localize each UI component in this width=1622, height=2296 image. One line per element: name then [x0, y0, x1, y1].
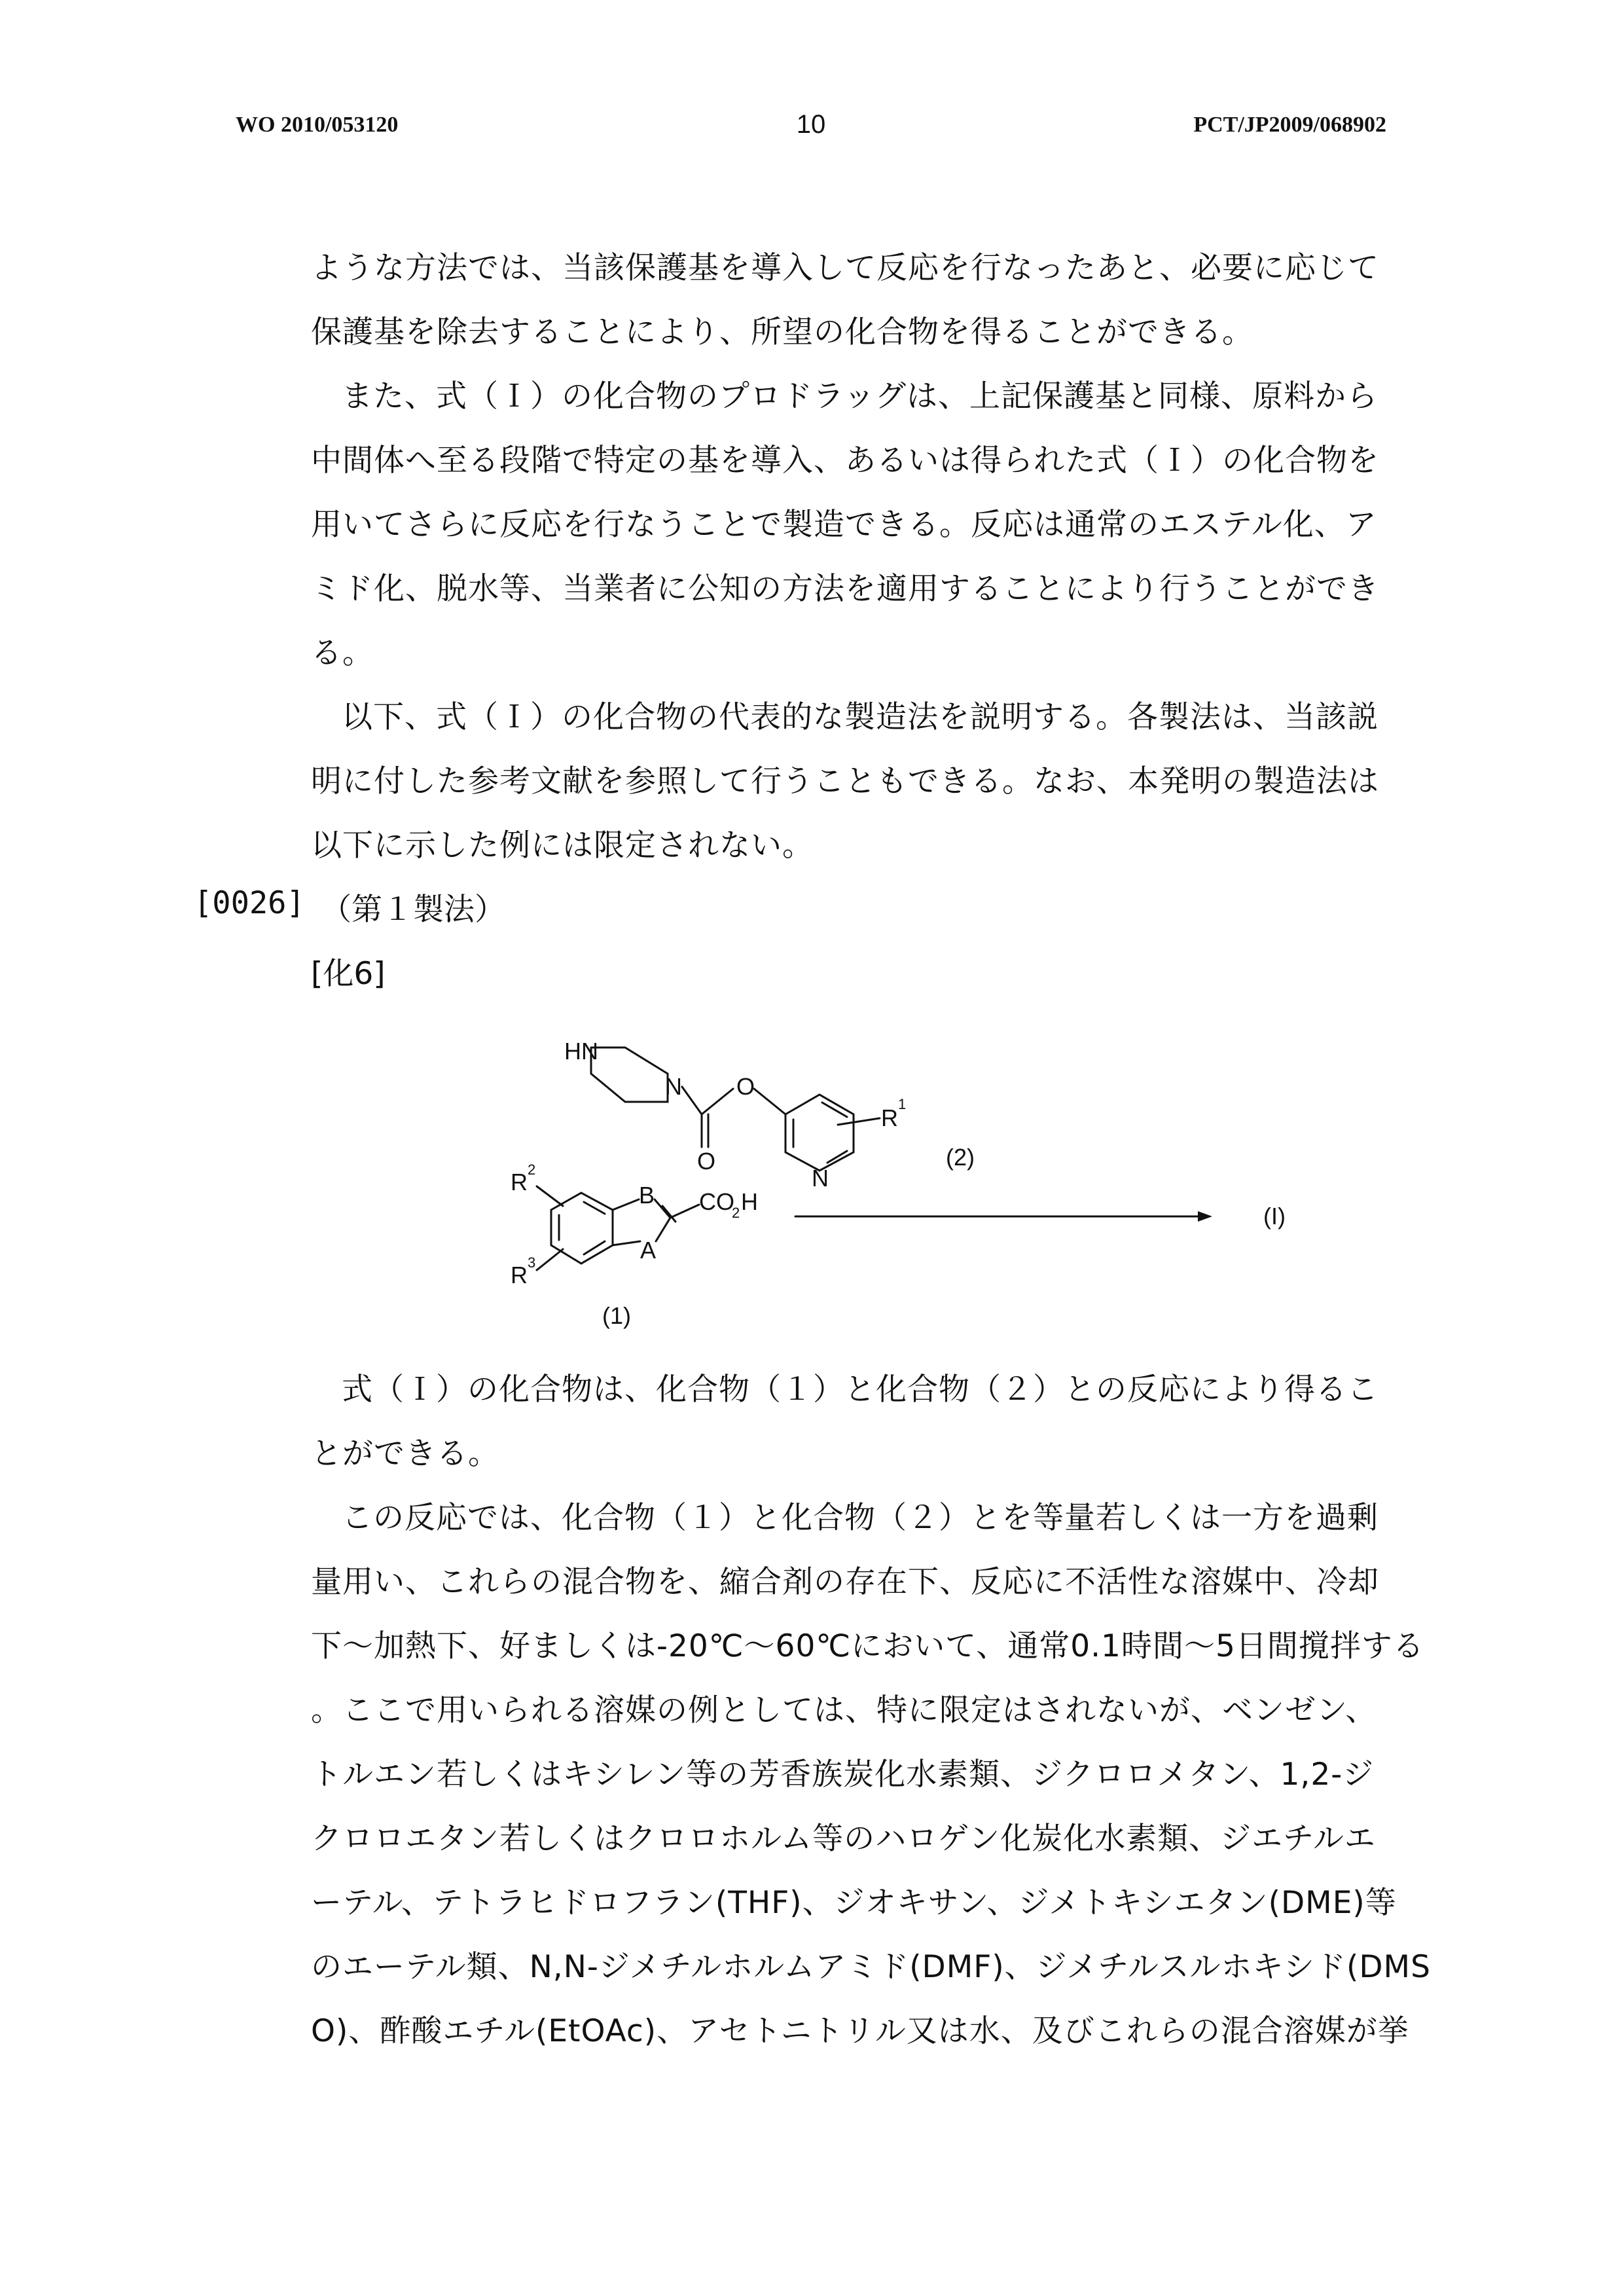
text-line: とができる。	[311, 1436, 499, 1472]
section-title: （第１製法）	[321, 892, 505, 928]
atom-n-piperazine: N	[665, 1073, 682, 1100]
text-line: のエーテル類、N,N-ジメチルホルムアミド(DMF)、ジメチルスルホキシド(DMS	[311, 1949, 1431, 1985]
paragraph-number: [0026]	[194, 885, 305, 921]
text-line: ミド化、脱水等、当業者に公知の方法を適用することにより行うことができ	[311, 571, 1379, 607]
atom-a: A	[640, 1237, 657, 1264]
text-line: 量用い、これらの混合物を、縮合剤の存在下、反応に不活性な溶媒中、冷却	[311, 1564, 1379, 1600]
atom-r3-sup: 3	[528, 1254, 536, 1271]
application-number: PCT/JP2009/068902	[1193, 113, 1386, 137]
reagent-label: (2)	[946, 1144, 975, 1171]
atom-r2-sup: 2	[528, 1161, 536, 1178]
text-line: 以下、式（Ｉ）の化合物の代表的な製造法を説明する。各製法は、当該説	[342, 699, 1379, 735]
text-line: クロロエタン若しくはクロロホルム等のハロゲン化炭化水素類、ジエチルエ	[311, 1821, 1376, 1857]
atom-co: CO	[699, 1188, 734, 1215]
atom-hn: HN	[564, 1038, 598, 1065]
atom-o-ester: O	[736, 1073, 755, 1100]
page-number: 10	[796, 110, 826, 139]
atom-co2h-sub: 2	[732, 1205, 740, 1221]
atom-r2: R	[511, 1169, 528, 1195]
atom-n-pyridine: N	[812, 1165, 829, 1192]
text-line: 保護基を除去することにより、所望の化合物を得ることができる。	[311, 314, 1253, 350]
atom-r1: R	[881, 1104, 898, 1131]
atom-o-carbonyl: O	[697, 1148, 716, 1175]
text-line: トルエン若しくはキシレン等の芳香族炭化水素類、ジクロロメタン、1,2-ジ	[311, 1757, 1375, 1793]
text-line: 用いてさらに反応を行なうことで製造できる。反応は通常のエステル化、ア	[311, 507, 1377, 543]
text-line: ような方法では、当該保護基を導入して反応を行なったあと、必要に応じて	[311, 250, 1379, 286]
text-line: O)、酢酸エチル(EtOAc)、アセトニトリル又は水、及びこれらの混合溶媒が挙	[311, 2013, 1409, 2049]
reaction-scheme	[511, 1021, 1335, 1336]
text-line: 下〜加熱下、好ましくは-20℃〜60℃において、通常0.1時間〜5日間撹拌する	[311, 1628, 1424, 1664]
text-line: ーテル、テトラヒドロフラン(THF)、ジオキサン、ジメトキシエタン(DME)等	[311, 1885, 1397, 1921]
text-line: また、式（Ｉ）の化合物のプロドラッグは、上記保護基と同様、原料から	[342, 378, 1379, 414]
atom-b: B	[639, 1182, 655, 1209]
atom-r3: R	[511, 1262, 528, 1288]
formula-label: [化6]	[311, 956, 386, 992]
product-label: (I)	[1263, 1203, 1286, 1230]
text-line: 式（Ｉ）の化合物は、化合物（１）と化合物（２）との反応により得るこ	[342, 1372, 1379, 1408]
atom-co2h-h: H	[741, 1188, 758, 1215]
text-line: 中間体へ至る段階で特定の基を導入、あるいは得られた式（Ｉ）の化合物を	[311, 443, 1379, 479]
text-line: る。	[311, 635, 374, 671]
text-line: この反応では、化合物（１）と化合物（２）とを等量若しくは一方を過剰	[342, 1500, 1379, 1536]
text-line: 明に付した参考文献を参照して行うこともできる。なお、本発明の製造法は	[311, 763, 1379, 799]
reactant-label: (1)	[602, 1302, 631, 1329]
text-line: 。ここで用いられる溶媒の例としては、特に限定はされないが、ベンゼン、	[311, 1692, 1377, 1728]
atom-r1-sup: 1	[898, 1096, 907, 1112]
publication-number: WO 2010/053120	[236, 113, 399, 137]
text-line: 以下に示した例には限定されない。	[311, 828, 814, 864]
